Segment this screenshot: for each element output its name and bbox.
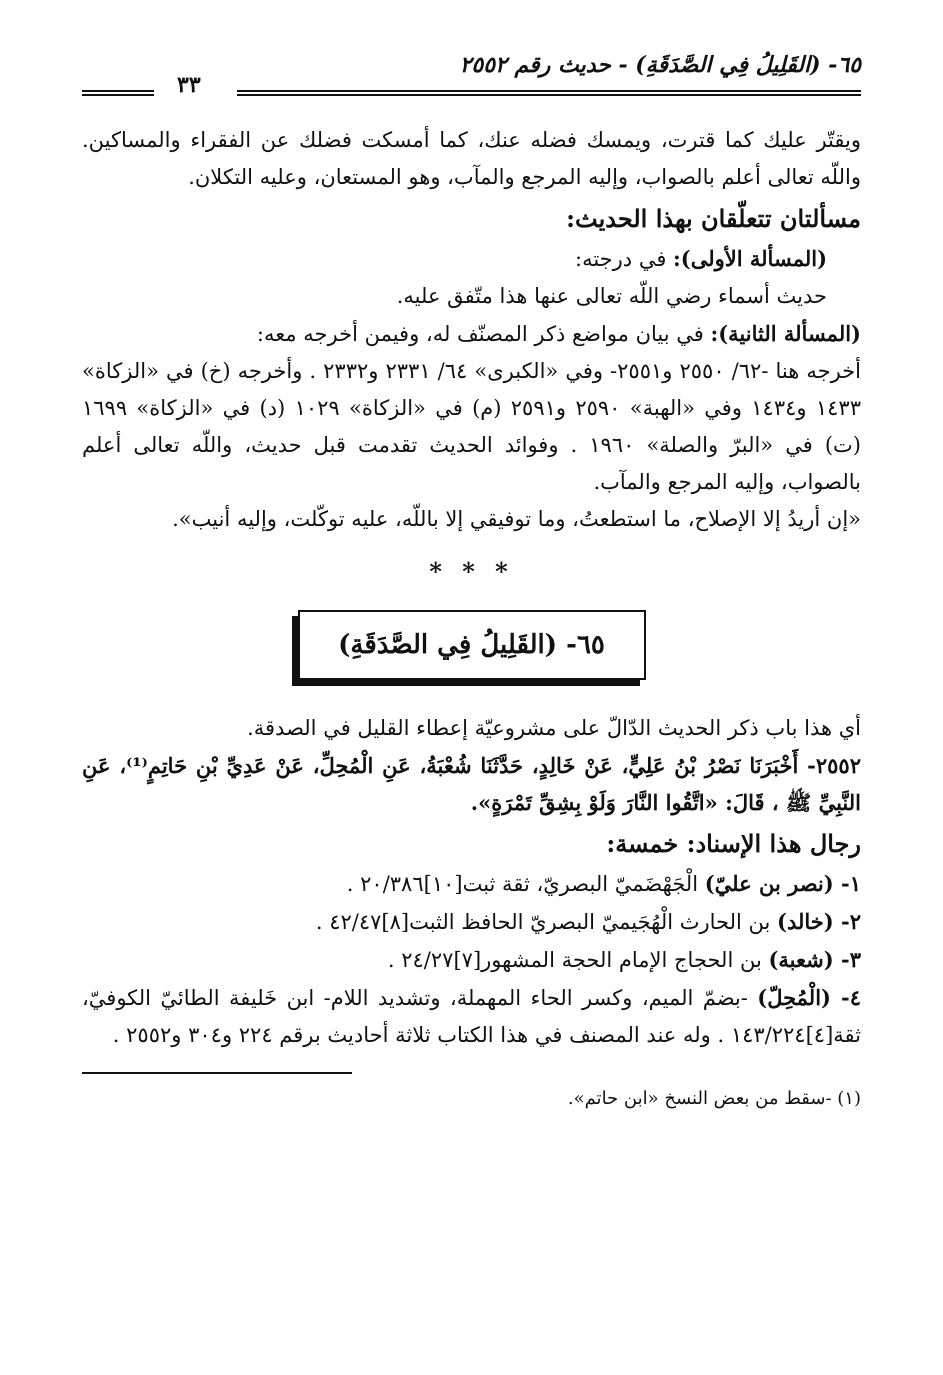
footnote-1: (١) -سقط من بعض النسخ «ابن حاتم».	[567, 1088, 861, 1109]
issue-2-body: أخرجه هنا -٦٢/ ٢٥٥٠ و٢٥٥١- وفي «الكبرى» ٦٤/ ٢٣٣١ و٢٣٣٢ . وأخرجه (خ) في «الزكاة» ١٤٣٣ و١٤٣٤ وفي «الهبة» ٢٥٩٠ و٢٥٩١ (م) في «الزكاة» ١٠٢٩ (د) في «الزكاة» ١٦٩٩ (ت) في «البرّ والصلة» ١٩٦٠ . وفوائد الحديث تقدمت قبل حديث، واللّه تعالى أعلم بالصواب، وإليه المرجع والمآب.	[82, 359, 861, 494]
narrator-3-text: بن الحجاج الإمام الحجة المشهور[٧]٢٤/٢٧ .	[387, 948, 769, 972]
issue-2-text: في بيان مواضع ذكر المصنّف له، وفيمن أخرجه معه:	[256, 322, 711, 346]
issue-2	[82, 315, 861, 353]
narrator-1-text: الْجَهْضَميّ البصريّ، ثقة ثبت[١٠]٢٠/٣٨٦ .	[346, 872, 705, 896]
closing-quote: «إن أريدُ إلا الإصلاح، ما استطعتُ، وما توفيقي إلا باللّه، عليه توكّلت، وإليه أنيب».	[172, 507, 861, 531]
running-header	[82, 52, 861, 102]
issue-1-label: (المسألة الأولى):	[673, 246, 827, 271]
narrator-2-label: ٢- (خالد)	[777, 909, 861, 934]
narrators-heading: رجال هذا الإسناد: خمسة:	[606, 829, 861, 858]
narrator-3-label: ٣- (شعبة)	[768, 947, 861, 972]
hadith-text: ٢٥٥٢- أَخْبَرَنَا نَصْرُ بْنُ عَلِيٍّ، عَنْ خَالِدٍ، حَدَّثَنَا شُعْبَةُ، عَنِ الْمُحِلِّ، عَنْ عَدِيِّ بْنِ حَاتِمٍ⁽¹⁾، عَنِ النَّبِيِّ ﷺ ، قَالَ: «اتَّقُوا النَّارَ وَلَوْ بِشِقِّ تَمْرَةٍ».	[82, 753, 861, 815]
narrator-1	[82, 865, 861, 903]
issue-1	[82, 240, 861, 278]
page-number: ٣٣	[177, 72, 201, 98]
paragraph-continuation: ويقتّر عليك كما قترت، ويمسك فضله عنك، كما أمسكت فضلك عن الفقراء والمساكين. واللّه تعالى أعلم بالصواب، وإليه المرجع والمآب، وهو المستعان، وعليه التكلان.	[82, 128, 861, 189]
issue-1-text: في درجته:	[575, 247, 674, 271]
narrator-4-text: -بضمّ الميم، وكسر الحاء المهملة، وتشديد اللام- ابن خَليفة الطائيّ الكوفيّ، ثقة[٤]١٤٣/٢٢٤ . وله عند المصنف في هذا الكتاب ثلاثة أحاديث برقم ٢٢٤ و٣٠٤ و٢٥٥٢ .	[82, 986, 861, 1047]
narrator-2-text: بن الحارث الْهُجَيميّ البصريّ الحافظ الثبت[٨]٤٢/٤٧ .	[315, 910, 778, 934]
narrator-4-label: ٤- (الْمُحِلّ)	[757, 985, 862, 1010]
chapter-title-wrap	[82, 610, 861, 680]
chapter-title: ٦٥- (القَلِيلُ فِي الصَّدَقَةِ)	[338, 630, 605, 660]
footnote-rule-wrap	[82, 1054, 861, 1084]
narrator-3	[82, 941, 861, 979]
header-rule-left	[82, 90, 154, 96]
running-title: ٦٥- (القَلِيلُ فِي الصَّدَقَةِ) - حديث رقم ٢٥٥٢	[459, 52, 861, 78]
narrator-1-label: ١- (نصر بن عليّ)	[704, 871, 861, 896]
issue-2-label: (المسألة الثانية):	[710, 321, 861, 346]
section-separator-stars: * * *	[429, 557, 514, 586]
narrator-4	[82, 979, 861, 1054]
page-content	[82, 122, 861, 1114]
section-heading-two-issues: مسألتان تتعلّقان بهذا الحديث:	[566, 204, 861, 233]
chapter-title-box	[298, 610, 646, 680]
chapter-intro: أي هذا باب ذكر الحديث الدّالّ على مشروعيّة إعطاء القليل في الصدقة.	[247, 716, 861, 740]
header-rule-right	[237, 90, 861, 96]
narrator-2	[82, 903, 861, 941]
footnote-rule	[82, 1072, 352, 1074]
issue-1-body: حديث أسماء رضي اللّه تعالى عنها هذا متّفق عليه.	[396, 284, 827, 308]
